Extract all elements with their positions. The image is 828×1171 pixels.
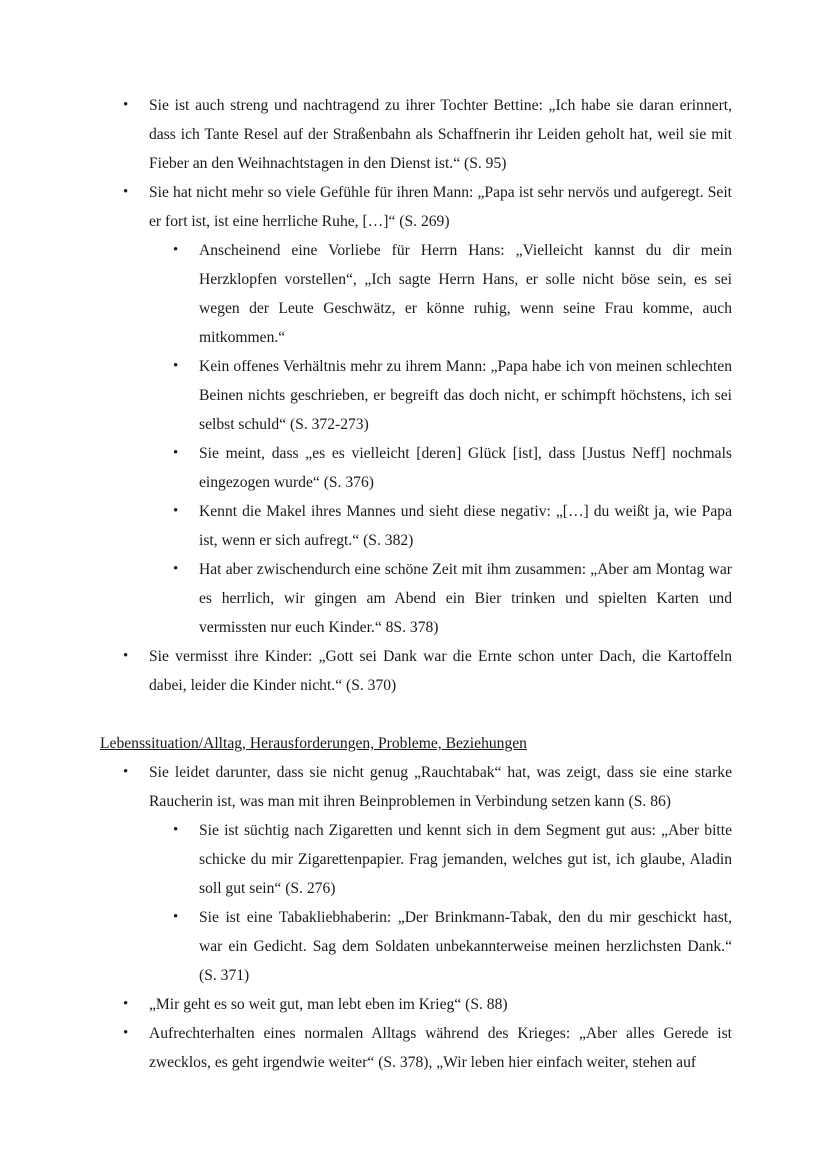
sub-list-item-text: Kennt die Makel ihres Mannes und sieht diese negativ: „[…] du weißt ja, wie Papa ist, wenn er sich aufregt.“ (S. 382) — [199, 503, 732, 549]
bullet-icon: • — [123, 996, 129, 1012]
list-item — [100, 91, 732, 178]
bullet-icon: • — [123, 764, 129, 780]
sub-list-item-text: Anscheinend eine Vorliebe für Herrn Hans: „Vielleicht kannst du dir mein Herzklopfen vorstellen“, „Ich sagte Herrn Hans, er solle nicht böse sein, es sei wegen der Leute Geschwätz, er könne ruhig, wenn seine Frau komme, auch mitkommen.“ — [199, 242, 732, 346]
bullet-icon: • — [173, 358, 179, 374]
sub-list-item — [149, 816, 732, 903]
bullet-icon: • — [123, 1025, 129, 1041]
bullet-list-section-2 — [100, 758, 732, 1077]
sub-list-item — [149, 236, 732, 352]
sub-list-item — [149, 903, 732, 990]
list-item — [100, 642, 732, 700]
list-item — [100, 178, 732, 642]
bullet-list-section-1 — [100, 91, 732, 700]
bullet-icon: • — [173, 561, 179, 577]
sub-list-item — [149, 555, 732, 642]
bullet-icon: • — [173, 503, 179, 519]
section-heading: Lebenssituation/Alltag, Herausforderungen, Probleme, Beziehungen — [100, 735, 527, 752]
list-item-text: Sie hat nicht mehr so viele Gefühle für ihren Mann: „Papa ist sehr nervös und aufgeregt. Seit er fort ist, ist eine herrliche Ruhe, […]“ (S. 269) — [149, 184, 732, 230]
list-item — [100, 758, 732, 990]
sub-list-item-text: Hat aber zwischendurch eine schöne Zeit mit ihm zusammen: „Aber am Montag war es herrlich, wir gingen am Abend ein Bier trinken und spielten Karten und vermissten nur euch Kinder.“ 8S. 378) — [199, 561, 732, 636]
bullet-icon: • — [123, 648, 129, 664]
bullet-icon: • — [173, 445, 179, 461]
list-item-text: Aufrechterhalten eines normalen Alltags während des Krieges: „Aber alles Gerede ist zwecklos, es geht irgendwie weiter“ (S. 378), „Wir leben hier einfach weiter, stehen auf — [149, 1025, 732, 1071]
sub-list-item-text: Sie ist eine Tabakliebhaberin: „Der Brinkmann-Tabak, den du mir geschickt hast, war ein Gedicht. Sag dem Soldaten unbekannterweise meinen herzlichsten Dank.“ (S. 371) — [199, 909, 732, 984]
list-item-text: Sie leidet darunter, dass sie nicht genug „Rauchtabak“ hat, was zeigt, dass sie eine starke Raucherin ist, was man mit ihren Beinproblemen in Verbindung setzen kann (S. 86) — [149, 764, 732, 810]
bullet-icon: • — [123, 184, 129, 200]
sub-list-item-text: Sie meint, dass „es es vielleicht [deren] Glück [ist], dass [Justus Neff] nochmals eingezogen wurde“ (S. 376) — [199, 445, 732, 491]
bullet-icon: • — [173, 822, 179, 838]
bullet-icon: • — [173, 242, 179, 258]
sub-bullet-list — [149, 816, 732, 990]
bullet-icon: • — [173, 909, 179, 925]
sub-bullet-list — [149, 236, 732, 642]
list-item-text: Sie ist auch streng und nachtragend zu ihrer Tochter Bettine: „Ich habe sie daran erinnert, dass ich Tante Resel auf der Straßenbahn als Schaffnerin ihr Leiden geholt hat, weil sie mit Fieber an den Weihnachtstagen in den Dienst ist.“ (S. 95) — [149, 97, 732, 172]
list-item-text: „Mir geht es so weit gut, man lebt eben im Krieg“ (S. 88) — [149, 996, 508, 1013]
list-item — [100, 990, 732, 1019]
bullet-icon: • — [123, 97, 129, 113]
list-item-text: Sie vermisst ihre Kinder: „Gott sei Dank war die Ernte schon unter Dach, die Kartoffeln dabei, leider die Kinder nicht.“ (S. 370) — [149, 648, 732, 694]
list-item — [100, 1019, 732, 1077]
sub-list-item — [149, 497, 732, 555]
sub-list-item — [149, 352, 732, 439]
sub-list-item-text: Sie ist süchtig nach Zigaretten und kennt sich in dem Segment gut aus: „Aber bitte schicke du mir Zigarettenpapier. Frag jemanden, welches gut ist, ich glaube, Aladin soll gut sein“ (S. 276) — [199, 822, 732, 897]
sub-list-item — [149, 439, 732, 497]
sub-list-item-text: Kein offenes Verhältnis mehr zu ihrem Mann: „Papa habe ich von meinen schlechten Beinen nichts geschrieben, er begreift das doch nicht, er schimpft höchstens, ich sei selbst schuld“ (S. 372-273) — [199, 358, 732, 433]
